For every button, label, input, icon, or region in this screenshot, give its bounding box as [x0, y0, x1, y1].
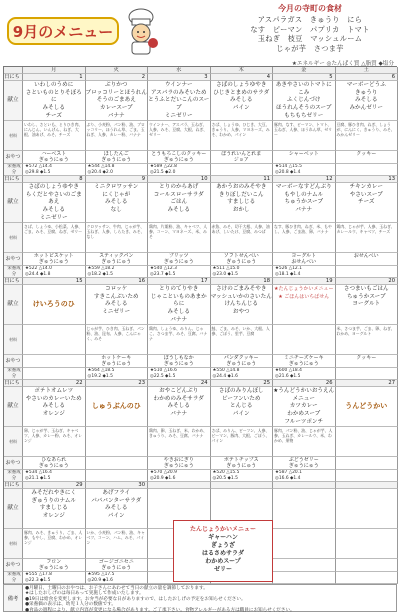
materials-cell: 米、さつま芋、ごま、卵、ねぎ、わかめ、ヨーグルト	[336, 325, 399, 355]
row-label-date: 日にち	[4, 482, 23, 489]
snack-cell: パンダクッキー ぎゅうにゅう	[211, 355, 274, 368]
birthday-note: ★たんじょうかいメニュー ★ ごほんはいちばせん	[273, 285, 336, 325]
snack-cell: クッキー	[336, 355, 399, 368]
dates-cell	[336, 482, 399, 489]
materials-cell: いか、小麦粉、パン粉、油、キャベツ、コーン、ハム、みそ、パイン	[86, 529, 149, 559]
event-keiro-no-hi: けいろうのひ	[23, 285, 86, 325]
ingredient-line: アスパラガス きゅうり にら	[257, 15, 363, 24]
dates-cell	[148, 482, 211, 489]
materials-cell: 豚肉、なす、ピーマン、トマト、玉ねぎ、人参、ほうれん草、ゼリー	[273, 121, 336, 151]
nutrition-cell: ★522 △14.0 ◎24.4 ◆1.8	[23, 266, 86, 278]
materials-cell: 卵、じゃが芋、玉ねぎ、キャベツ、人参、カレー粉、みそ、オレンジ	[23, 427, 86, 457]
dates-cell: 20	[336, 278, 399, 285]
materials-cell: さば、しょうゆ、小松菜、人参、ごま、みそ、豆腐、ねぎ、ゼリー	[23, 223, 86, 253]
materials-cell: 赤魚、みそ、切干大根、人参、油あげ、しいたけ、豆腐、みつば	[211, 223, 274, 253]
materials-cell	[336, 427, 399, 457]
materials-cell: 鶏肉、片栗粉、油、キャベツ、人参、コーン、マヨネーズ、米、みそ	[148, 223, 211, 253]
row-label-nutrition: 栄養成分	[4, 470, 23, 482]
snack-cell: ほしたんご ぎゅうにゅう	[86, 151, 149, 164]
materials-cell: 鮭、ごま、みそ、いか、大根、人参、ごぼう、里芋、豆腐	[211, 325, 274, 355]
menu-cell: ウインナー アスパラのみそいため とうふとだいこんのスープ ミニゼリー	[148, 81, 211, 121]
special-menu-item: ゼリー	[213, 566, 232, 573]
snack-cell	[86, 457, 149, 470]
dates-cell: 5	[273, 74, 336, 81]
nutrition-cell: ★544 △14.8 ◎20.4 ◆2.0	[86, 164, 149, 176]
dates-cell: 26	[273, 380, 336, 387]
dates-cell: 8	[23, 176, 86, 183]
snack-cell: クッキー	[336, 151, 399, 164]
note-line: ●19日は給食を変更します。お弁当が必要な日がありますので、はしたおしげの予定をお知らせください。	[25, 596, 246, 602]
dates-cell: 17	[148, 278, 211, 285]
materials-cell: 豚肉、みそ、きゅうり、ごま、人参、もやし、豆腐、わかめ、オレンジ	[23, 529, 86, 559]
note-line: ●食品の過程により、献立内容が変更になる場合があります。ご了承下さい。食物アレルギーがある方は職員にお知らせください。	[25, 607, 295, 613]
snack-cell: ポテトチップス ぎゅうにゅう	[211, 457, 274, 470]
nutrition-cell	[86, 470, 149, 482]
menu-cell: あげフライ パパバンターサラダ みそしる パイン	[86, 489, 149, 529]
menu-cell: いわしのうめに さといものとりそぼろに みそしる チーズ	[23, 81, 86, 121]
dates-cell: 13	[336, 176, 399, 183]
menu-cell: さけのごまみそやき マッシュいかのさいたん けんちんじる おやつ	[211, 285, 274, 325]
materials-cell: クロワッサン、牛肉、じゃが芋、玉ねぎ、人参、しらたき、みそ、なし	[86, 223, 149, 253]
note-line: ●月曜日、土曜日のおやつは、お子さんにあわせて当日の献立の量を調節しております。	[25, 586, 208, 591]
dates-cell: 2	[86, 74, 149, 81]
nutrition-cell: ★510 △16.6 ◎22.5 ◆1.5	[148, 368, 211, 380]
day-header-5: 土	[336, 67, 399, 74]
snack-cell: おせんべい	[336, 253, 399, 266]
row-label-date: 日にち	[4, 278, 23, 285]
materials-cell: 鶏肉、卵、玉ねぎ、米、わかめ、きゅうり、みそ、豆腐、バナナ	[148, 427, 211, 457]
dates-cell: 15	[23, 278, 86, 285]
dates-cell: 23	[86, 380, 149, 387]
nutrition-cell: ★514 △15.5 ◎20.8 ◆1.4	[273, 164, 336, 176]
dates-cell: 29	[23, 482, 86, 489]
special-menu-item: ギャーハン	[208, 534, 238, 541]
snack-cell: ヨーグルト おせんべい	[273, 253, 336, 266]
snack-cell	[23, 355, 86, 368]
day-header-4: 金	[273, 67, 336, 74]
nutrition-cell: ★520 △15.5 ◎20.5 ◆1.5	[211, 470, 274, 482]
menu-cell: さつまいもごはん ちゅうかスープ ヨーグルト	[336, 285, 399, 325]
menu-cell: とりのてりやき じゃこといものあまからに みそしる バナナ	[148, 285, 211, 325]
row-label-snack: おやつ	[4, 253, 23, 266]
special-menu-title: たんじょうかいメニュー	[189, 526, 256, 533]
menu-cell: おやこどんぶり わかめのみそサラダ みそしる バナナ	[148, 387, 211, 427]
menu-cell	[336, 489, 399, 529]
materials-cell	[86, 427, 149, 457]
nutrition-cell: ★570 △20.9 ◎20.9 ◆1.6	[148, 470, 211, 482]
row-label-menu: 献立	[4, 183, 23, 223]
nutrition-cell: ★600 △18.4 ◎21.6 ◆1.5	[273, 368, 336, 380]
menu-grid	[3, 66, 397, 584]
row-label-snack: おやつ	[4, 457, 23, 470]
menu-cell: マーボーなすどんぶり もやしのナムル ちゅうかスープ バナナ	[273, 183, 336, 223]
nutrition-cell	[273, 572, 336, 584]
snack-cell: ミニチーズケーキ ぎゅうにゅう	[273, 355, 336, 368]
nutrition-cell: ★564 △18.5 ◎19.2 ◆1.5	[86, 368, 149, 380]
note-line: ★はしたおしげのは毎日あって実施して作成いたします。	[25, 591, 144, 597]
snack-cell: ハーベスト ぎゅうにゅう	[23, 151, 86, 164]
dates-cell: 1	[23, 74, 86, 81]
snack-cell: ぼうれいんとれま ジョア	[211, 151, 274, 164]
row-label-snack: おやつ	[4, 355, 23, 368]
nutrition-legend: ★エネルギー ◎たんぱく質 △脂質 ◆塩分	[291, 61, 394, 67]
snack-cell: ホットケーキ ぎゅうにゅう	[86, 355, 149, 368]
special-menu-item: ぎょうざ	[210, 542, 235, 549]
nutrition-cell: ★555 △17.8 ◎22.3 ◆1.5	[23, 572, 86, 584]
materials-cell: いわし、さといも、とりひき肉、にんじん、いんげん、ねぎ、大根、油あげ、みそ、チーズ	[23, 121, 86, 151]
row-label-date: 日にち	[4, 176, 23, 183]
menu-cell: さばのみりんぼし ビーフンいため とんじる パイン	[211, 387, 274, 427]
notes-section	[3, 584, 397, 612]
day-header-1: 火	[86, 67, 149, 74]
special-menu-item: はるさめサラダ	[202, 550, 244, 557]
birthday-special-menu	[173, 520, 273, 582]
materials-cell	[336, 529, 399, 559]
menu-cell: あかうおのみそやき きりぼしだいこん すましじる おかし	[211, 183, 274, 223]
dates-cell: 24	[148, 380, 211, 387]
snack-cell: とうもろこしのクッキー ぎゅうにゅう	[148, 151, 211, 164]
nutrition-cell: ★572 △14.4 ◎29.8 ◆1.5	[23, 164, 86, 176]
nutrition-cell: ★559 △18.2 ◎18.2 ◆1.5	[86, 266, 149, 278]
snack-cell: フロン ぎゅうにゅう	[23, 559, 86, 572]
materials-cell: 鶏肉、しょうゆ、みりん、じゃこ、さつま芋、みそ、豆腐、バナナ	[148, 325, 211, 355]
nutrition-cell	[336, 266, 399, 278]
snack-cell: ひなあられ ぎゅうにゅう	[23, 457, 86, 470]
row-label-date: 日にち	[4, 380, 23, 387]
materials-cell: ウインナー、アスパラ、玉ねぎ、人参、みそ、豆腐、大根、ねぎ、ゼリー	[148, 121, 211, 151]
snack-cell: ソフトせんべい ぎゅうにゅう	[211, 253, 274, 266]
materials-cell: 鶏肉、じゃが芋、人参、玉ねぎ、カレールウ、キャベツ、チーズ	[336, 223, 399, 253]
dates-cell: 22	[23, 380, 86, 387]
nutrition-cell	[336, 368, 399, 380]
row-label-materials: 材料	[4, 427, 23, 457]
menu-cell: マーボーどうふ きゅうり みそしる みかんゼリー	[336, 81, 399, 121]
ingredient-line: じゃが芋 さつま芋	[276, 43, 344, 53]
nutrition-cell: ★540 △12.3 ◎23.7 ◆1.5	[148, 266, 211, 278]
snack-cell	[273, 559, 336, 572]
materials-cell: ぶり、小麦粉、パン粉、油、ブロッコリー、ほうれん草、ごま、玉ねぎ、人参、カレー粉、バナナ	[86, 121, 149, 151]
ingredient-line: なす ピーマン パプリカ トマト	[250, 24, 370, 34]
nutrition-cell	[211, 164, 274, 176]
dates-cell	[273, 482, 336, 489]
title-box	[7, 17, 119, 45]
menu-cell: さばのしょうゆやき らくだとやさいのごまあえ みそしる ミニゼリー	[23, 183, 86, 223]
materials-cell: なす、豚ひき肉、ねぎ、米、もやし、人参、ごま油、卵、バナナ	[273, 223, 336, 253]
row-label-nutrition: 栄養成分	[4, 368, 23, 380]
nutrition-cell: ★589 △22.8 ◎21.5 ◆2.0	[148, 164, 211, 176]
corner-cell	[4, 67, 23, 74]
notes-label: 備考	[4, 585, 23, 611]
menu-cell: コロッケ すきこんぶいため みそしる ミニゼリー	[86, 285, 149, 325]
note-line: ●栄養価の表示は、幼児１人分の数値です。	[25, 602, 116, 608]
menu-cell: みそだれやきにく ぎゅうりのナムル すましじる オレンジ	[23, 489, 86, 529]
snack-cell: ホットビスケット ぎゅうにゅう	[23, 253, 86, 266]
dates-cell: 19	[273, 278, 336, 285]
ingredients-box	[221, 3, 399, 62]
row-label-menu: 献立	[4, 81, 23, 121]
nutrition-cell: ★511 △15.0 ◎23.0 ◆1.5	[211, 266, 274, 278]
nutrition-cell: ★587 △20.1 ◎16.6 ◆1.4	[273, 470, 336, 482]
nutrition-cell: ★534 △16.4 ◎21.1 ◆1.5	[23, 470, 86, 482]
row-label-menu: 献立	[4, 489, 23, 529]
row-label-menu: 献立	[4, 387, 23, 427]
snack-cell: ゴージゴニセニ ぎゅうにゅう	[86, 559, 149, 572]
row-label-materials: 材料	[4, 529, 23, 559]
row-label-menu: 献立	[4, 285, 23, 325]
menu-cell: チキンカレー やさいスープ チーズ	[336, 183, 399, 223]
snack-cell: ぼうしもなか ぎゅうにゅう	[148, 355, 211, 368]
ingredient-line: 玉ねぎ 枝豆 マッシュルーム	[257, 34, 363, 44]
dates-cell: 6	[336, 74, 399, 81]
dates-cell: 25	[211, 380, 274, 387]
row-label-materials: 材料	[4, 121, 23, 151]
snack-cell	[336, 559, 399, 572]
menu-cell: あきやさいのトマトにこみ ふくじんづけ ほうれんそうのスープ もちもちゼリー	[273, 81, 336, 121]
materials-cell	[273, 325, 336, 355]
row-label-nutrition: 栄養成分	[4, 266, 23, 278]
menu-cell: ぶりかつ ブロッコリーとほうれんそうのごまあえ カレースープ バナナ	[86, 81, 149, 121]
dates-cell: 27	[336, 380, 399, 387]
day-header-3: 木	[211, 67, 274, 74]
nutrition-cell	[336, 470, 399, 482]
nutrition-cell	[23, 368, 86, 380]
dates-cell: 12	[273, 176, 336, 183]
snack-cell: プリッツ ぎゅうにゅう	[148, 253, 211, 266]
row-label-snack: おやつ	[4, 151, 23, 164]
snack-cell: ぶどうゼリー ぎゅうにゅう	[273, 457, 336, 470]
menu-cell: ミニクロワッサン にくじゃが みそしる なし	[86, 183, 149, 223]
nutrition-cell: ★550 △14.8 ◎24.4 ◆1.6	[211, 368, 274, 380]
materials-cell: さば、しょうゆ、ひじき、大豆、きゅうり、人参、マヨネーズ、みそ、わかめ、パイン	[211, 121, 274, 151]
nutrition-cell	[336, 572, 399, 584]
dates-cell	[211, 482, 274, 489]
dates-cell: 10	[148, 176, 211, 183]
materials-cell: 豚肉、パン粉、油、じゃが芋、人参、玉ねぎ、カレールウ、米、わかめ、果物	[273, 427, 336, 457]
dates-cell: 11	[211, 176, 274, 183]
chef-illustration-icon	[121, 7, 161, 55]
event-undokai: うんどうかい	[336, 387, 399, 427]
menu-cell	[273, 489, 336, 529]
dates-cell: 18	[211, 278, 274, 285]
snack-cell: シャーベット	[273, 151, 336, 164]
row-label-materials: 材料	[4, 223, 23, 253]
row-label-snack: おやつ	[4, 559, 23, 572]
materials-cell	[273, 529, 336, 559]
materials-cell: さば、みりん、ビーフン、人参、ピーマン、豚肉、大根、ごぼう、パイン	[211, 427, 274, 457]
menu-cell: ポテトオムレツ やさいのカレーいため みそしる オレンジ	[23, 387, 86, 427]
dates-cell: 4	[211, 74, 274, 81]
menu-cell: とりのからあげ コールスローサラダ ごはん みそしる	[148, 183, 211, 223]
snack-cell	[336, 457, 399, 470]
ingredients-title: 今月の寺町の食材	[278, 4, 342, 13]
materials-cell: じゃが芋、ひき肉、玉ねぎ、パン粉、油、昆布、人参、こんにゃく、みそ	[86, 325, 149, 355]
menu-cell: ★うんどうかいおうえんメニュー カツカレー わかめスープ フルーツポンチ	[273, 387, 336, 427]
day-header-2: 水	[148, 67, 211, 74]
menu-cell: さばのしょうゆやき ひじきとまめのサラダ みそしる パイン	[211, 81, 274, 121]
snack-cell: やきおにぎり ぎゅうにゅう	[148, 457, 211, 470]
day-header-0: 月	[23, 67, 86, 74]
row-label-date: 日にち	[4, 74, 23, 81]
row-label-nutrition: 栄養成分	[4, 164, 23, 176]
event-shubun-no-hi: しゅうぶんのひ	[86, 387, 149, 427]
nutrition-cell	[336, 164, 399, 176]
header	[3, 3, 397, 63]
page-title: 9月のメニュー	[12, 22, 114, 41]
dates-cell: 16	[86, 278, 149, 285]
nutrition-cell: ★595 △17.5 ◎20.9 ◆1.6	[86, 572, 149, 584]
dates-cell: 3	[148, 74, 211, 81]
row-label-materials: 材料	[4, 325, 23, 355]
snack-cell: スティックパン ぎゅうにゅう	[86, 253, 149, 266]
special-menu-item: わかめスープ	[205, 558, 241, 565]
materials-cell	[23, 325, 86, 355]
notes-body	[23, 585, 297, 611]
row-label-nutrition: 栄養成分	[4, 572, 23, 584]
nutrition-cell: ★526 △12.1 ◎18.1 ◆1.4	[273, 266, 336, 278]
dates-cell: 9	[86, 176, 149, 183]
materials-cell: 豆腐、豚ひき肉、ねぎ、しょうが、にんにく、きゅうり、みそ、みかんゼリー	[336, 121, 399, 151]
dates-cell: 30	[86, 482, 149, 489]
